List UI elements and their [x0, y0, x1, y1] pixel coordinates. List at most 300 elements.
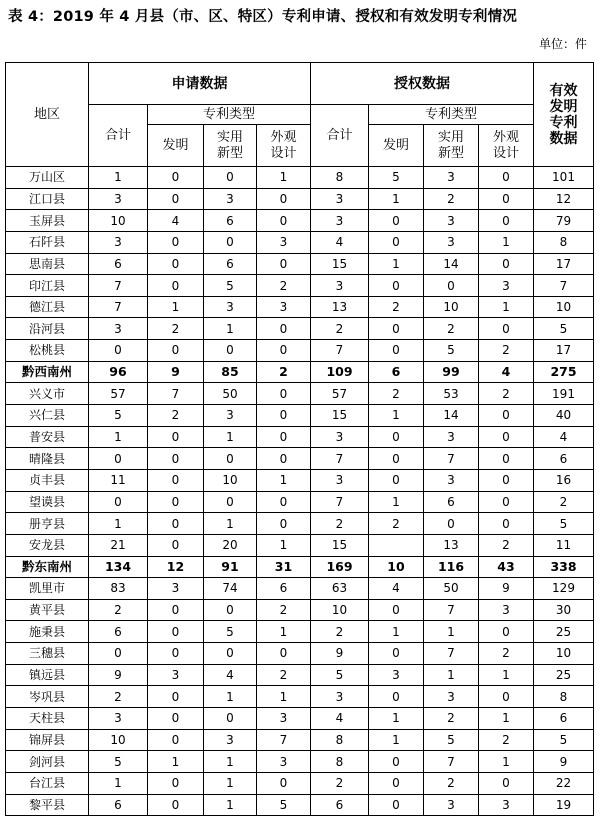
cell-region: 安龙县	[6, 534, 89, 556]
cell-apply-invention: 0	[148, 275, 204, 297]
cell-grant-total: 2	[311, 513, 369, 535]
header-apply-types: 专利类型	[148, 105, 311, 125]
patent-table	[5, 62, 594, 816]
cell-grant-utility: 3	[424, 167, 479, 189]
cell-grant-design: 0	[479, 686, 534, 708]
cell-grant-invention: 2	[369, 296, 424, 318]
cell-grant-utility: 53	[424, 383, 479, 405]
cell-grant-invention: 0	[369, 426, 424, 448]
cell-apply-design: 0	[257, 491, 311, 513]
cell-region: 万山区	[6, 167, 89, 189]
cell-valid-invention: 16	[534, 469, 594, 491]
cell-grant-invention: 0	[369, 794, 424, 816]
cell-apply-utility: 5	[204, 621, 257, 643]
table-row	[6, 556, 594, 578]
table-row	[6, 296, 594, 318]
table-body	[6, 167, 594, 816]
cell-apply-total: 7	[89, 275, 148, 297]
cell-grant-utility: 13	[424, 534, 479, 556]
cell-grant-total: 10	[311, 599, 369, 621]
cell-apply-design: 2	[257, 275, 311, 297]
cell-apply-utility: 50	[204, 383, 257, 405]
cell-grant-total: 15	[311, 253, 369, 275]
cell-valid-invention: 6	[534, 448, 594, 470]
cell-apply-total: 83	[89, 578, 148, 600]
cell-apply-utility: 0	[204, 167, 257, 189]
cell-apply-utility: 74	[204, 578, 257, 600]
cell-apply-total: 6	[89, 253, 148, 275]
cell-grant-utility: 7	[424, 751, 479, 773]
cell-apply-utility: 4	[204, 664, 257, 686]
cell-grant-design: 1	[479, 708, 534, 730]
table-row	[6, 729, 594, 751]
cell-apply-invention: 0	[148, 708, 204, 730]
header-grant-design: 外观 设计	[479, 125, 534, 167]
cell-grant-invention: 3	[369, 664, 424, 686]
table-row	[6, 578, 594, 600]
cell-region: 松桃县	[6, 340, 89, 362]
table-row	[6, 643, 594, 665]
cell-apply-design: 3	[257, 296, 311, 318]
header-apply-total: 合计	[89, 105, 148, 167]
cell-grant-invention: 0	[369, 340, 424, 362]
cell-valid-invention: 10	[534, 296, 594, 318]
cell-region: 黔西南州	[6, 361, 89, 383]
cell-apply-invention: 0	[148, 167, 204, 189]
cell-valid-invention: 2	[534, 491, 594, 513]
cell-apply-design: 0	[257, 643, 311, 665]
cell-apply-total: 5	[89, 405, 148, 427]
cell-valid-invention: 338	[534, 556, 594, 578]
cell-region: 台江县	[6, 772, 89, 794]
cell-valid-invention: 8	[534, 231, 594, 253]
cell-apply-invention: 3	[148, 578, 204, 600]
cell-grant-invention: 0	[369, 686, 424, 708]
cell-apply-utility: 1	[204, 318, 257, 340]
cell-apply-total: 2	[89, 599, 148, 621]
cell-apply-design: 2	[257, 599, 311, 621]
cell-grant-invention: 0	[369, 448, 424, 470]
cell-apply-utility: 3	[204, 296, 257, 318]
cell-grant-design: 1	[479, 751, 534, 773]
cell-apply-total: 134	[89, 556, 148, 578]
cell-apply-design: 5	[257, 794, 311, 816]
cell-valid-invention: 275	[534, 361, 594, 383]
table-row	[6, 534, 594, 556]
cell-grant-total: 6	[311, 794, 369, 816]
table-row	[6, 167, 594, 189]
cell-grant-total: 8	[311, 167, 369, 189]
cell-apply-invention: 0	[148, 426, 204, 448]
cell-valid-invention: 40	[534, 405, 594, 427]
cell-region: 册亨县	[6, 513, 89, 535]
table-row	[6, 231, 594, 253]
cell-region: 黄平县	[6, 599, 89, 621]
cell-region: 兴义市	[6, 383, 89, 405]
cell-grant-utility: 2	[424, 188, 479, 210]
cell-grant-invention: 5	[369, 167, 424, 189]
cell-valid-invention: 12	[534, 188, 594, 210]
table-row	[6, 383, 594, 405]
cell-apply-design: 0	[257, 405, 311, 427]
cell-apply-total: 1	[89, 167, 148, 189]
cell-region: 晴隆县	[6, 448, 89, 470]
cell-region: 德江县	[6, 296, 89, 318]
cell-apply-utility: 0	[204, 599, 257, 621]
cell-grant-utility: 6	[424, 491, 479, 513]
cell-grant-utility: 3	[424, 794, 479, 816]
cell-grant-utility: 2	[424, 772, 479, 794]
cell-grant-utility: 1	[424, 621, 479, 643]
cell-grant-design: 0	[479, 621, 534, 643]
cell-apply-total: 1	[89, 513, 148, 535]
cell-apply-total: 10	[89, 210, 148, 232]
cell-valid-invention: 25	[534, 664, 594, 686]
cell-apply-total: 21	[89, 534, 148, 556]
cell-valid-invention: 7	[534, 275, 594, 297]
cell-apply-design: 3	[257, 708, 311, 730]
cell-region: 普安县	[6, 426, 89, 448]
table-row	[6, 448, 594, 470]
cell-grant-design: 2	[479, 534, 534, 556]
cell-grant-total: 3	[311, 275, 369, 297]
cell-grant-total: 2	[311, 621, 369, 643]
cell-apply-invention: 3	[148, 664, 204, 686]
cell-grant-invention: 10	[369, 556, 424, 578]
table-row	[6, 491, 594, 513]
cell-apply-utility: 3	[204, 729, 257, 751]
cell-grant-utility: 3	[424, 210, 479, 232]
cell-grant-total: 5	[311, 664, 369, 686]
header-region: 地区	[6, 63, 89, 167]
table-row	[6, 275, 594, 297]
cell-grant-utility: 3	[424, 426, 479, 448]
cell-valid-invention: 30	[534, 599, 594, 621]
cell-apply-total: 10	[89, 729, 148, 751]
cell-apply-utility: 0	[204, 708, 257, 730]
cell-grant-design: 1	[479, 664, 534, 686]
cell-apply-total: 57	[89, 383, 148, 405]
table-row	[6, 188, 594, 210]
cell-valid-invention: 129	[534, 578, 594, 600]
cell-region: 黎平县	[6, 794, 89, 816]
cell-grant-utility: 99	[424, 361, 479, 383]
cell-apply-design: 0	[257, 513, 311, 535]
cell-grant-total: 3	[311, 426, 369, 448]
cell-apply-design: 0	[257, 448, 311, 470]
cell-apply-design: 3	[257, 751, 311, 773]
table-row	[6, 340, 594, 362]
cell-apply-utility: 5	[204, 275, 257, 297]
cell-apply-design: 3	[257, 231, 311, 253]
cell-grant-utility: 14	[424, 253, 479, 275]
cell-valid-invention: 79	[534, 210, 594, 232]
cell-region: 望谟县	[6, 491, 89, 513]
cell-grant-total: 57	[311, 383, 369, 405]
cell-apply-design: 0	[257, 318, 311, 340]
cell-grant-invention: 0	[369, 318, 424, 340]
table-row	[6, 794, 594, 816]
cell-region: 剑河县	[6, 751, 89, 773]
cell-grant-total: 8	[311, 751, 369, 773]
cell-grant-total: 2	[311, 772, 369, 794]
cell-grant-design: 2	[479, 383, 534, 405]
cell-apply-design: 0	[257, 772, 311, 794]
cell-apply-design: 0	[257, 383, 311, 405]
cell-valid-invention: 6	[534, 708, 594, 730]
cell-valid-invention: 191	[534, 383, 594, 405]
header-grant-total: 合计	[311, 105, 369, 167]
cell-grant-total: 3	[311, 686, 369, 708]
cell-apply-invention: 0	[148, 621, 204, 643]
cell-apply-total: 6	[89, 794, 148, 816]
cell-region: 思南县	[6, 253, 89, 275]
cell-apply-utility: 0	[204, 448, 257, 470]
cell-region: 施秉县	[6, 621, 89, 643]
cell-grant-design: 0	[479, 491, 534, 513]
cell-apply-total: 5	[89, 751, 148, 773]
cell-apply-utility: 3	[204, 405, 257, 427]
cell-apply-utility: 1	[204, 686, 257, 708]
cell-grant-total: 15	[311, 405, 369, 427]
cell-apply-utility: 0	[204, 231, 257, 253]
cell-apply-utility: 0	[204, 340, 257, 362]
cell-apply-total: 2	[89, 686, 148, 708]
cell-apply-total: 96	[89, 361, 148, 383]
cell-grant-total: 2	[311, 318, 369, 340]
cell-valid-invention: 19	[534, 794, 594, 816]
cell-valid-invention: 22	[534, 772, 594, 794]
cell-grant-design: 2	[479, 729, 534, 751]
cell-grant-design: 3	[479, 275, 534, 297]
cell-grant-design: 0	[479, 167, 534, 189]
cell-grant-design: 9	[479, 578, 534, 600]
cell-apply-total: 3	[89, 318, 148, 340]
cell-apply-utility: 6	[204, 253, 257, 275]
cell-grant-total: 15	[311, 534, 369, 556]
table-row	[6, 361, 594, 383]
cell-grant-invention: 1	[369, 729, 424, 751]
cell-grant-invention: 0	[369, 275, 424, 297]
cell-region: 三穗县	[6, 643, 89, 665]
cell-apply-design: 0	[257, 253, 311, 275]
cell-grant-design: 0	[479, 448, 534, 470]
cell-apply-design: 6	[257, 578, 311, 600]
cell-grant-utility: 116	[424, 556, 479, 578]
cell-apply-invention: 0	[148, 513, 204, 535]
cell-grant-utility: 3	[424, 686, 479, 708]
cell-grant-invention: 2	[369, 513, 424, 535]
cell-grant-total: 4	[311, 231, 369, 253]
cell-apply-utility: 1	[204, 751, 257, 773]
cell-grant-utility: 5	[424, 340, 479, 362]
cell-apply-design: 1	[257, 167, 311, 189]
header-apply-utility: 实用 新型	[204, 125, 257, 167]
cell-grant-total: 169	[311, 556, 369, 578]
table-row	[6, 253, 594, 275]
cell-grant-total: 3	[311, 188, 369, 210]
cell-apply-invention: 0	[148, 448, 204, 470]
cell-apply-utility: 0	[204, 643, 257, 665]
cell-apply-utility: 1	[204, 772, 257, 794]
cell-region: 石阡县	[6, 231, 89, 253]
cell-apply-design: 31	[257, 556, 311, 578]
cell-valid-invention: 11	[534, 534, 594, 556]
cell-apply-invention: 0	[148, 534, 204, 556]
cell-apply-utility: 91	[204, 556, 257, 578]
header-valid-invention: 有效 发明 专利 数据	[534, 63, 594, 167]
cell-valid-invention: 5	[534, 318, 594, 340]
cell-valid-invention: 101	[534, 167, 594, 189]
cell-grant-total: 7	[311, 491, 369, 513]
cell-apply-design: 0	[257, 340, 311, 362]
cell-apply-invention: 0	[148, 188, 204, 210]
cell-grant-design: 0	[479, 210, 534, 232]
cell-grant-utility: 5	[424, 729, 479, 751]
cell-valid-invention: 25	[534, 621, 594, 643]
cell-grant-invention: 1	[369, 708, 424, 730]
cell-apply-design: 2	[257, 361, 311, 383]
cell-grant-invention: 1	[369, 188, 424, 210]
cell-grant-invention: 1	[369, 621, 424, 643]
cell-grant-invention: 6	[369, 361, 424, 383]
cell-grant-utility: 14	[424, 405, 479, 427]
cell-apply-invention: 0	[148, 599, 204, 621]
cell-apply-total: 0	[89, 491, 148, 513]
cell-grant-utility: 7	[424, 599, 479, 621]
table-row	[6, 772, 594, 794]
cell-apply-utility: 1	[204, 426, 257, 448]
cell-apply-invention: 2	[148, 318, 204, 340]
cell-apply-invention: 0	[148, 340, 204, 362]
cell-apply-total: 0	[89, 643, 148, 665]
cell-region: 兴仁县	[6, 405, 89, 427]
cell-grant-design: 2	[479, 340, 534, 362]
cell-apply-total: 11	[89, 469, 148, 491]
cell-grant-invention: 0	[369, 231, 424, 253]
cell-apply-total: 6	[89, 621, 148, 643]
cell-apply-design: 0	[257, 188, 311, 210]
cell-apply-invention: 0	[148, 794, 204, 816]
cell-apply-utility: 3	[204, 188, 257, 210]
cell-region: 江口县	[6, 188, 89, 210]
cell-apply-invention: 0	[148, 469, 204, 491]
cell-grant-invention: 0	[369, 599, 424, 621]
header-apply-design: 外观 设计	[257, 125, 311, 167]
cell-apply-design: 1	[257, 621, 311, 643]
cell-grant-design: 3	[479, 794, 534, 816]
table-row	[6, 664, 594, 686]
cell-apply-invention: 0	[148, 253, 204, 275]
cell-valid-invention: 8	[534, 686, 594, 708]
cell-apply-total: 3	[89, 708, 148, 730]
cell-grant-design: 0	[479, 318, 534, 340]
cell-apply-design: 1	[257, 534, 311, 556]
cell-grant-utility: 0	[424, 275, 479, 297]
cell-apply-invention: 12	[148, 556, 204, 578]
cell-grant-invention: 0	[369, 772, 424, 794]
cell-apply-invention: 0	[148, 686, 204, 708]
cell-apply-design: 7	[257, 729, 311, 751]
cell-apply-invention: 7	[148, 383, 204, 405]
table-row	[6, 426, 594, 448]
cell-apply-design: 2	[257, 664, 311, 686]
table-row	[6, 210, 594, 232]
cell-apply-design: 0	[257, 210, 311, 232]
cell-grant-design: 1	[479, 231, 534, 253]
cell-apply-invention: 0	[148, 729, 204, 751]
table-row	[6, 318, 594, 340]
cell-grant-design: 1	[479, 296, 534, 318]
cell-region: 贞丰县	[6, 469, 89, 491]
header-grant-invention: 发明	[369, 125, 424, 167]
table-row	[6, 405, 594, 427]
cell-grant-design: 0	[479, 253, 534, 275]
cell-apply-invention: 0	[148, 231, 204, 253]
cell-grant-design: 3	[479, 599, 534, 621]
table-row	[6, 686, 594, 708]
cell-grant-design: 0	[479, 772, 534, 794]
cell-region: 印江县	[6, 275, 89, 297]
cell-apply-utility: 1	[204, 794, 257, 816]
table-row	[6, 708, 594, 730]
cell-grant-invention: 0	[369, 643, 424, 665]
page-title: 表 4：2019 年 4 月县（市、区、特区）专利申请、授权和有效发明专利情况	[8, 9, 518, 25]
cell-apply-total: 1	[89, 772, 148, 794]
cell-grant-total: 109	[311, 361, 369, 383]
cell-valid-invention: 17	[534, 253, 594, 275]
table-row	[6, 621, 594, 643]
cell-grant-total: 63	[311, 578, 369, 600]
cell-grant-invention: 0	[369, 469, 424, 491]
cell-grant-design: 0	[479, 188, 534, 210]
cell-grant-utility: 0	[424, 513, 479, 535]
header-apply-group: 申请数据	[89, 63, 311, 105]
cell-apply-total: 1	[89, 426, 148, 448]
header-apply-invention: 发明	[148, 125, 204, 167]
table-row	[6, 469, 594, 491]
cell-grant-utility: 7	[424, 643, 479, 665]
cell-grant-total: 3	[311, 210, 369, 232]
cell-valid-invention: 5	[534, 513, 594, 535]
cell-valid-invention: 4	[534, 426, 594, 448]
cell-region: 天柱县	[6, 708, 89, 730]
cell-region: 锦屏县	[6, 729, 89, 751]
cell-grant-invention: 0	[369, 751, 424, 773]
cell-apply-utility: 10	[204, 469, 257, 491]
cell-apply-design: 0	[257, 426, 311, 448]
cell-apply-total: 0	[89, 448, 148, 470]
table-row	[6, 599, 594, 621]
cell-apply-total: 3	[89, 231, 148, 253]
cell-apply-invention: 9	[148, 361, 204, 383]
cell-grant-utility: 7	[424, 448, 479, 470]
cell-grant-invention: 1	[369, 253, 424, 275]
cell-apply-utility: 85	[204, 361, 257, 383]
cell-grant-design: 0	[479, 426, 534, 448]
cell-grant-utility: 10	[424, 296, 479, 318]
cell-apply-invention: 1	[148, 751, 204, 773]
cell-apply-utility: 6	[204, 210, 257, 232]
cell-grant-utility: 1	[424, 664, 479, 686]
cell-grant-utility: 2	[424, 708, 479, 730]
cell-grant-design: 4	[479, 361, 534, 383]
cell-grant-design: 0	[479, 405, 534, 427]
cell-grant-utility: 3	[424, 231, 479, 253]
cell-grant-total: 8	[311, 729, 369, 751]
cell-apply-total: 9	[89, 664, 148, 686]
cell-apply-total: 3	[89, 188, 148, 210]
